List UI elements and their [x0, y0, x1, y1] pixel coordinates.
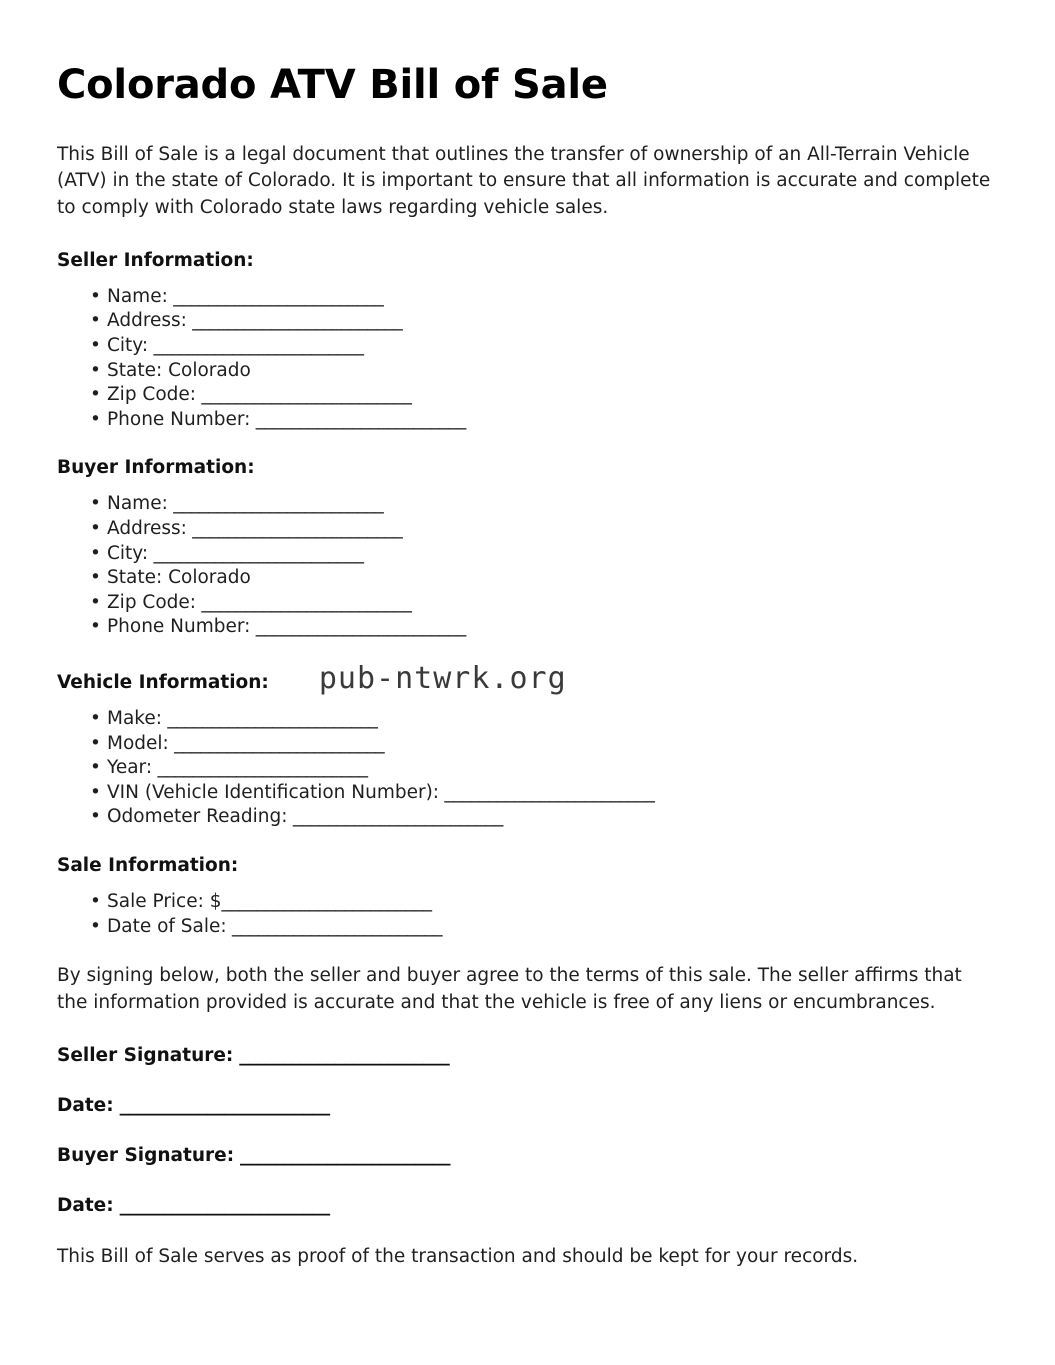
watermark-text: pub-ntwrk.org — [318, 661, 567, 697]
field-blank[interactable]: ________________________ — [152, 757, 368, 779]
field-blank[interactable]: ________________________ — [196, 591, 412, 613]
field-blank[interactable]: ________________________ — [167, 285, 384, 307]
list-item — [57, 591, 995, 616]
field-label: Name: — [107, 493, 168, 515]
sale-information-heading: Sale Information: — [57, 855, 239, 877]
seller-signature-blank[interactable]: ________________________ — [233, 1044, 450, 1066]
buyer-signature-row — [57, 1144, 995, 1168]
list-item — [57, 542, 995, 567]
field-label: Address: — [107, 518, 187, 540]
list-item — [57, 756, 995, 781]
field-blank[interactable]: ________________________ — [161, 708, 378, 730]
field-blank[interactable]: ________________________ — [226, 915, 443, 937]
list-item — [57, 890, 995, 915]
buyer-information-heading: Buyer Information: — [57, 457, 255, 479]
list-item — [57, 707, 995, 732]
field-label: Sale Price: $ — [107, 891, 222, 913]
buyer-date-row — [57, 1194, 995, 1218]
list-item — [57, 615, 995, 640]
field-blank[interactable]: ________________________ — [186, 310, 403, 332]
list-item — [57, 383, 995, 408]
seller-date-blank[interactable]: ________________________ — [113, 1094, 330, 1116]
list-item — [57, 359, 995, 384]
seller-signature-row — [57, 1044, 995, 1068]
field-blank[interactable]: ________________________ — [186, 518, 403, 540]
field-label: Address: — [107, 310, 187, 332]
buyer-date-blank[interactable]: ________________________ — [113, 1194, 330, 1216]
vehicle-heading-row — [57, 661, 995, 697]
seller-date-row — [57, 1094, 995, 1118]
field-label: Phone Number: — [107, 408, 251, 430]
field-label: Odometer Reading: — [107, 806, 288, 828]
field-label: State: — [107, 567, 163, 589]
list-item — [57, 566, 995, 591]
field-blank[interactable]: ________________________ — [167, 493, 384, 515]
vehicle-information-heading: Vehicle Information: — [57, 672, 269, 694]
seller-information-list — [57, 285, 995, 433]
field-label: Date of Sale: — [107, 915, 227, 937]
list-item — [57, 781, 995, 806]
buyer-date-label: Date: — [57, 1194, 114, 1216]
list-item — [57, 408, 995, 433]
buyer-information-list — [57, 492, 995, 640]
field-blank[interactable]: ________________________ — [168, 732, 385, 754]
intro-paragraph: This Bill of Sale is a legal document that outlines the transfer of ownership of an All-Terrain Vehicle (ATV) in the state of Colorado. It is important to ensure that all information is accurate and complete to comply with Colorado state laws regarding vehicle sales. — [57, 144, 991, 218]
list-item — [57, 309, 995, 334]
buyer-signature-blank[interactable]: ________________________ — [234, 1144, 451, 1166]
vehicle-information-list — [57, 707, 995, 830]
list-item — [57, 285, 995, 310]
field-label: Zip Code: — [107, 384, 197, 406]
list-item — [57, 492, 995, 517]
field-label: Model: — [107, 732, 169, 754]
list-item — [57, 732, 995, 757]
field-blank[interactable]: ________________________ — [196, 384, 412, 406]
field-blank[interactable]: ________________________ — [250, 616, 466, 638]
field-label: VIN (Vehicle Identification Number): — [107, 781, 440, 803]
list-item — [57, 805, 995, 830]
field-blank[interactable]: ________________________ — [250, 408, 466, 430]
list-item — [57, 915, 995, 940]
list-item — [57, 517, 995, 542]
list-item — [57, 334, 995, 359]
field-blank[interactable]: ________________________ — [221, 891, 432, 913]
sale-information-list — [57, 890, 995, 939]
field-label: Make: — [107, 708, 162, 730]
field-label: City: — [107, 542, 149, 564]
seller-information-heading: Seller Information: — [57, 249, 254, 271]
seller-signature-label: Seller Signature: — [57, 1044, 234, 1066]
field-value: Colorado — [162, 359, 251, 381]
buyer-signature-label: Buyer Signature: — [57, 1144, 235, 1166]
closing-paragraph: By signing below, both the seller and buyer agree to the terms of this sale. The seller affirms that the information provided is accurate and that the vehicle is free of any liens or encumbrances. — [57, 965, 962, 1013]
field-blank[interactable]: ________________________ — [439, 781, 655, 803]
field-value: Colorado — [162, 567, 251, 589]
field-blank[interactable]: ________________________ — [148, 542, 364, 564]
field-label: Phone Number: — [107, 616, 251, 638]
field-label: Name: — [107, 285, 168, 307]
page-title: Colorado ATV Bill of Sale — [57, 62, 608, 108]
footer-note: This Bill of Sale serves as proof of the transaction and should be kept for your records. — [57, 1245, 859, 1267]
field-blank[interactable]: ________________________ — [287, 806, 503, 828]
field-label: Year: — [107, 757, 153, 779]
field-label: City: — [107, 335, 149, 357]
field-blank[interactable]: ________________________ — [148, 335, 364, 357]
seller-date-label: Date: — [57, 1094, 114, 1116]
field-label: State: — [107, 359, 163, 381]
field-label: Zip Code: — [107, 591, 197, 613]
